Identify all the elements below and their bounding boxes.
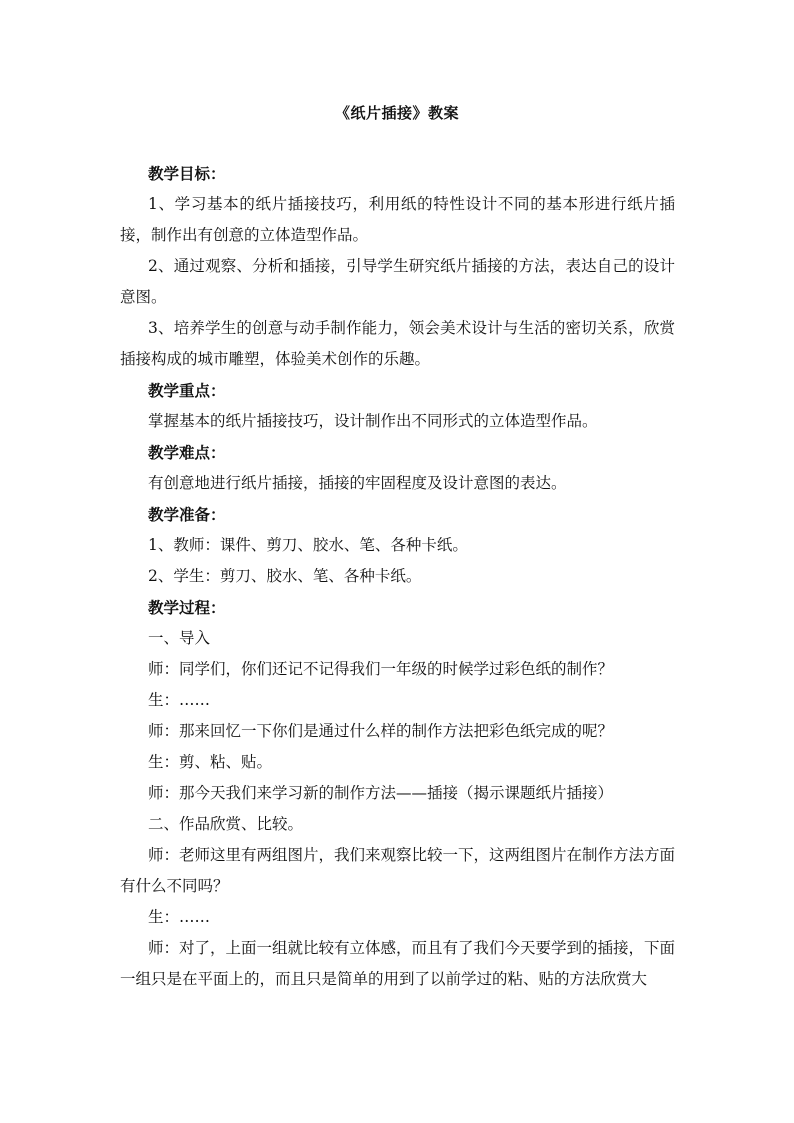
process-line: 师：那来回忆一下你们是通过什么样的制作方法把彩色纸完成的呢？ [148,722,614,740]
goal-2: 2、通过观察、分析和插接，引导学生研究纸片插接的方法，表达自己的设计意图。 [120,257,675,306]
heading-key-points: 教学重点： [148,381,226,400]
document-body [120,158,675,995]
process-line: 生：剪、粘、贴。 [148,753,273,771]
process-line: 师：对了，上面一组就比较有立体感，而且有了我们今天要学到的插接，下面一组只是在平面上的，而且只是简单的用到了以前学过的粘、贴的方法欣赏大 [120,939,676,988]
process-line: 师：老师这里有两组图片，我们来观察比较一下，这两组图片在制作方法方面有什么不同吗？ [120,846,676,895]
heading-preparation: 教学准备： [148,505,226,524]
goal-3: 3、培养学生的创意与动手制作能力，领会美术设计与生活的密切关系，欣赏插接构成的城市雕塑，体验美术创作的乐趣。 [120,319,675,368]
process-line: 二、作品欣赏、比较。 [148,815,304,833]
document-title: 《纸片插接》教案 [334,104,459,122]
difficulties-text: 有创意地进行纸片插接，插接的牢固程度及设计意图的表达。 [148,474,567,492]
goal-1: 1、学习基本的纸片插接技巧，利用纸的特性设计不同的基本形进行纸片插接，制作出有创意的立体造型作品。 [120,195,675,244]
prep-teacher: 1、教师：课件、剪刀、胶水、笔、各种卡纸。 [148,536,468,554]
process-line: 生：…… [148,691,211,709]
prep-student: 2、学生：剪刀、胶水、笔、各种卡纸。 [148,567,422,585]
heading-process: 教学过程： [148,598,226,617]
heading-teaching-goals: 教学目标： [148,164,226,183]
heading-difficulties: 教学难点： [148,443,226,462]
process-line: 师：同学们，你们还记不记得我们一年级的时候学过彩色纸的制作？ [148,660,614,678]
process-line: 一、导入 [148,629,211,647]
key-points-text: 掌握基本的纸片插接技巧，设计制作出不同形式的立体造型作品。 [148,412,598,430]
process-line: 师：那今天我们来学习新的制作方法——插接（揭示课题纸片插接） [148,784,614,802]
process-line: 生：…… [148,908,211,926]
